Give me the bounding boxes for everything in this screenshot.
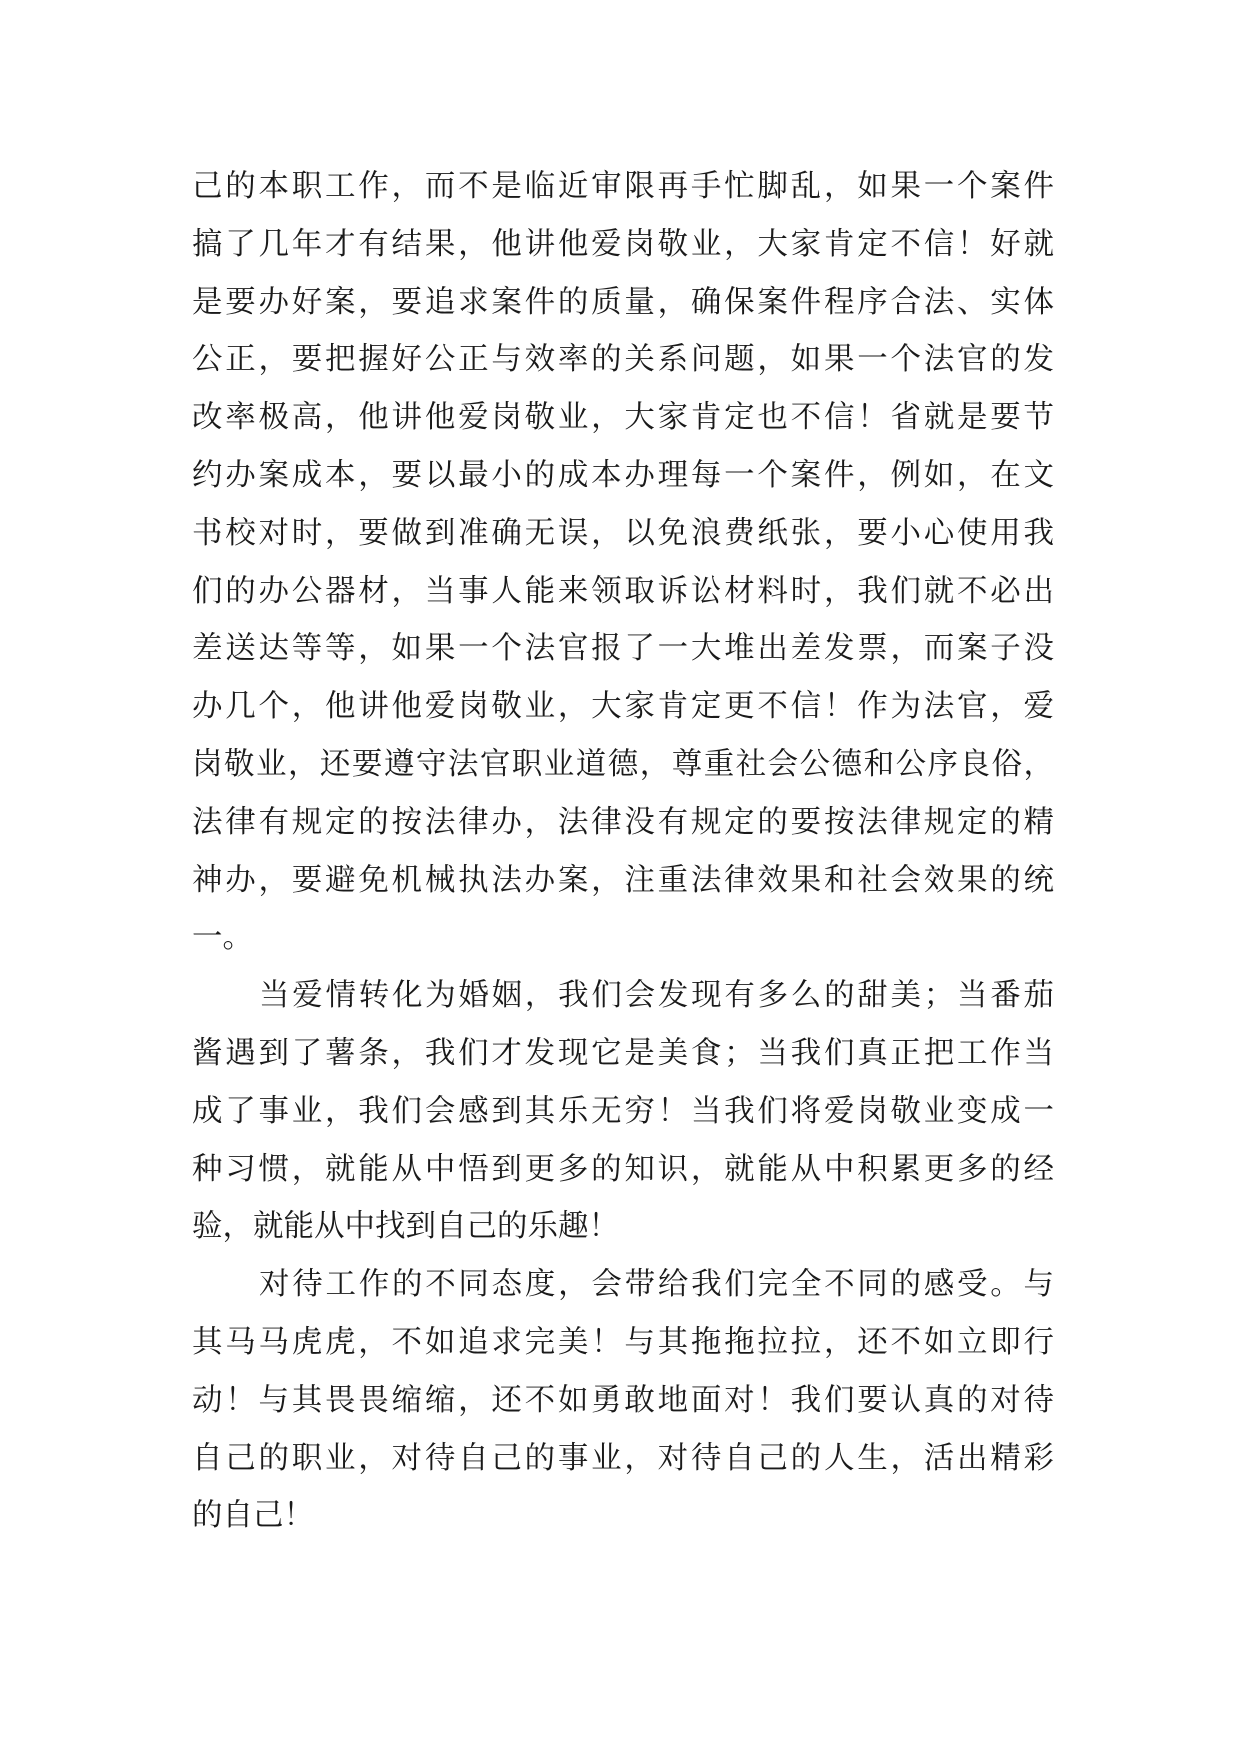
text-line: 岗敬业，还要遵守法官职业道德，尊重社会公德和公序良俗， [192,746,1054,782]
text-line: 种习惯，就能从中悟到更多的知识，就能从中积累更多的经 [192,1151,1054,1187]
text-line: 书校对时，要做到准确无误，以免浪费纸张，要小心使用我 [192,515,1054,551]
text-line: 验，就能从中找到自己的乐趣！ [192,1209,619,1245]
text-line: 自己的职业，对待自己的事业，对待自己的人生，活出精彩 [192,1440,1054,1476]
text-line: 成了事业，我们会感到其乐无穷！当我们将爱岗敬业变成一 [192,1093,1054,1129]
text-line: 公正，要把握好公正与效率的关系问题，如果一个法官的发 [192,342,1054,378]
text-line: 一。 [192,920,253,956]
text-line: 搞了几年才有结果，他讲他爱岗敬业，大家肯定不信！好就 [192,226,1054,262]
text-line: 是要办好案，要追求案件的质量，确保案件程序合法、实体 [192,284,1054,320]
text-line: 改率极高，他讲他爱岗敬业，大家肯定也不信！省就是要节 [192,400,1054,436]
text-line: 差送达等等，如果一个法官报了一大堆出差发票，而案子没 [192,631,1054,667]
text-line: 办几个，他讲他爱岗敬业，大家肯定更不信！作为法官，爱 [192,689,1054,725]
body-text [192,158,1054,1545]
text-line: 约办案成本，要以最小的成本办理每一个案件，例如，在文 [192,457,1054,493]
text-line: 酱遇到了薯条，我们才发现它是美食；当我们真正把工作当 [192,1035,1054,1071]
text-line: 己的本职工作，而不是临近审限再手忙脚乱，如果一个案件 [192,169,1054,204]
text-line: 动！与其畏畏缩缩，还不如勇敢地面对！我们要认真的对待 [192,1382,1054,1418]
text-line: 其马马虎虎，不如追求完美！与其拖拖拉拉，还不如立即行 [192,1324,1054,1360]
paragraph-1 [192,158,1054,967]
text-line: 神办，要避免机械执法办案，注重法律效果和社会效果的统 [192,862,1054,898]
text-line: 的自己！ [192,1498,314,1534]
text-line: 对待工作的不同态度，会带给我们完全不同的感受。与 [259,1267,1054,1303]
text-line: 法律有规定的按法律办，法律没有规定的要按法律规定的精 [192,804,1054,840]
paragraph-2 [192,967,1054,1256]
paragraph-3 [192,1256,1054,1545]
text-line: 们的办公器材，当事人能来领取诉讼材料时，我们就不必出 [192,573,1054,609]
text-line: 当爱情转化为婚姻，我们会发现有多么的甜美；当番茄 [259,978,1054,1014]
